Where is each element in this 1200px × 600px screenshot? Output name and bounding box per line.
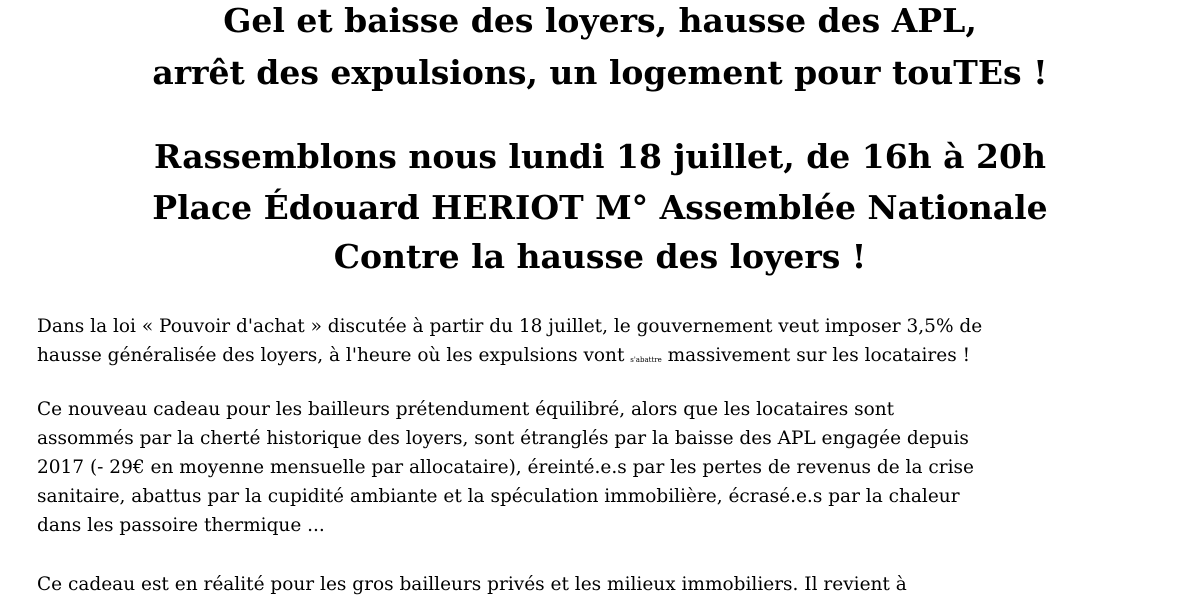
paragraph-2-line-2: assommés par la cherté historique des loyers, sont étranglés par la baisse des APL engagée depuis <box>37 428 969 449</box>
paragraph-2-line-3: 2017 (- 29€ en moyenne mensuelle par allocataire), éreinté.e.s par les pertes de revenus de la crise <box>37 457 974 478</box>
paragraph-2 <box>37 395 1177 540</box>
paragraph-2-line-1: Ce nouveau cadeau pour les bailleurs prétendument équilibré, alors que les locataires sont <box>37 399 895 420</box>
headline-rally-location: Place Édouard HERIOT M° Assemblée Nationale <box>152 188 1048 227</box>
paragraph-3-line-1: Ce cadeau est en réalité pour les gros bailleurs privés et les milieux immobiliers. Il revient à <box>37 574 907 595</box>
headline-rally-line-1: Rassemblons nous lundi 18 juillet, de 16h à 20h <box>154 137 1046 176</box>
tiny-inserted-word: s'abattre <box>630 356 662 364</box>
paragraph-2-line-4: sanitaire, abattus par la cupidité ambiante et la spéculation immobilière, écrasé.e.s par la chaleur <box>37 486 960 507</box>
headline-rally-line-3: Contre la hausse des loyers ! <box>333 237 867 276</box>
paragraph-2-line-5: dans les passoire thermique ... <box>37 515 325 536</box>
paragraph-1-line-2 <box>37 341 1177 374</box>
paragraph-3 <box>37 570 1177 599</box>
headline-demands-line-1: Gel et baisse des loyers, hausse des APL, <box>223 1 977 40</box>
paragraph-1-line-2-end: massivement sur les locataires ! <box>661 345 971 366</box>
paragraph-1-line-1: Dans la loi « Pouvoir d'achat » discutée à partir du 18 juillet, le gouvernement veut imposer 3,5% de <box>37 316 983 337</box>
paragraph-1-line-2-start: hausse généralisée des loyers, à l'heure où les expulsions vont <box>37 345 631 366</box>
paragraph-1 <box>37 312 1177 374</box>
headline-demands-line-2: arrêt des expulsions, un logement pour touTEs ! <box>152 53 1048 92</box>
